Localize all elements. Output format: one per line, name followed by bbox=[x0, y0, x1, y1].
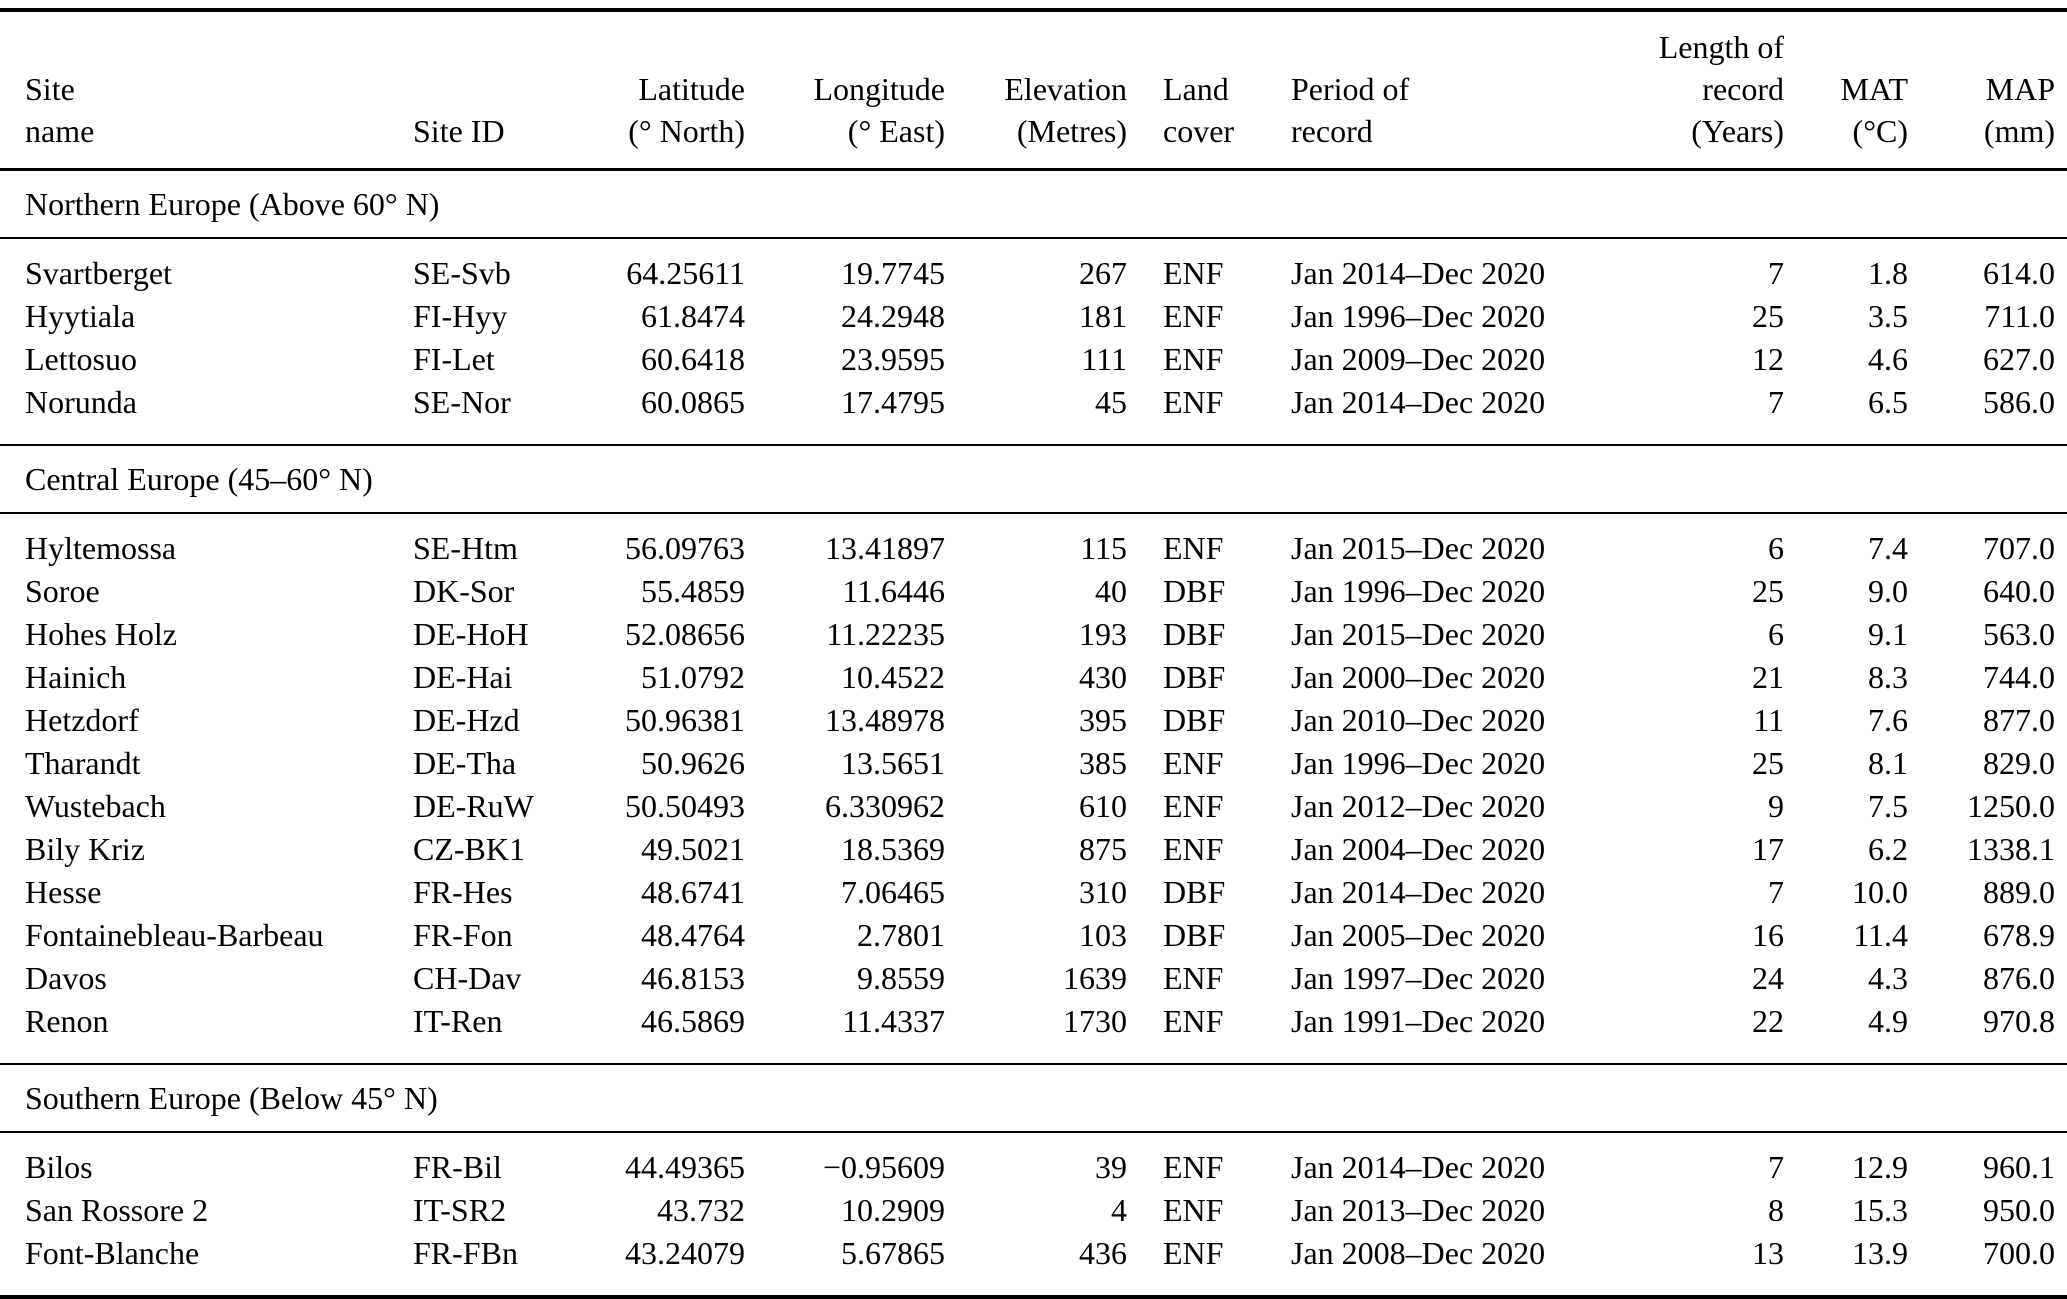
column-header-line: Length of bbox=[1658, 29, 1784, 65]
cell-land-cover: ENF bbox=[1163, 960, 1224, 996]
cell-land-cover: ENF bbox=[1163, 1192, 1224, 1228]
cell-site-id: DE-Hzd bbox=[413, 702, 520, 738]
cell-period-of-record: Jan 2004–Dec 2020 bbox=[1291, 831, 1546, 867]
section-header-row bbox=[0, 1064, 2067, 1132]
cell-map: 563.0 bbox=[1983, 616, 2055, 652]
column-header-line: name bbox=[25, 113, 95, 149]
table-row bbox=[0, 957, 2067, 1000]
cell-site-name: Lettosuo bbox=[25, 341, 137, 377]
cell-elevation: 875 bbox=[1079, 831, 1127, 867]
column-header-length-of-record bbox=[1640, 10, 1784, 170]
cell-period-of-record: Jan 1997–Dec 2020 bbox=[1291, 960, 1546, 996]
cell-latitude: 48.6741 bbox=[641, 874, 745, 910]
table-row bbox=[0, 338, 2067, 381]
cell-longitude: 11.4337 bbox=[842, 1003, 945, 1039]
cell-latitude: 56.09763 bbox=[625, 530, 745, 566]
cell-elevation: 4 bbox=[1111, 1192, 1127, 1228]
cell-length-of-record: 13 bbox=[1752, 1235, 1784, 1271]
cell-map: 876.0 bbox=[1983, 960, 2055, 996]
cell-site-name: Renon bbox=[25, 1003, 109, 1039]
cell-site-id: DE-RuW bbox=[413, 788, 534, 824]
cell-land-cover: ENF bbox=[1163, 1149, 1224, 1185]
cell-elevation: 45 bbox=[1095, 384, 1127, 420]
column-header-elevation bbox=[945, 10, 1127, 170]
cell-site-name: Font-Blanche bbox=[25, 1235, 200, 1271]
cell-latitude: 46.5869 bbox=[641, 1003, 745, 1039]
cell-site-name: Hohes Holz bbox=[25, 616, 177, 652]
cell-site-id: FI-Let bbox=[413, 341, 495, 377]
cell-site-id: DE-Hai bbox=[413, 659, 513, 695]
cell-length-of-record: 7 bbox=[1768, 384, 1784, 420]
column-header-site-id bbox=[413, 10, 580, 170]
cell-map: 627.0 bbox=[1983, 341, 2055, 377]
cell-site-id: FR-Bil bbox=[413, 1149, 502, 1185]
cell-latitude: 51.0792 bbox=[641, 659, 745, 695]
table-row bbox=[0, 785, 2067, 828]
cell-map: 877.0 bbox=[1983, 702, 2055, 738]
cell-length-of-record: 7 bbox=[1768, 874, 1784, 910]
cell-latitude: 60.6418 bbox=[641, 341, 745, 377]
cell-latitude: 46.8153 bbox=[641, 960, 745, 996]
cell-period-of-record: Jan 2013–Dec 2020 bbox=[1291, 1192, 1546, 1228]
cell-latitude: 44.49365 bbox=[625, 1149, 745, 1185]
table-row bbox=[0, 570, 2067, 613]
cell-period-of-record: Jan 1996–Dec 2020 bbox=[1291, 745, 1546, 781]
cell-length-of-record: 16 bbox=[1752, 917, 1784, 953]
cell-length-of-record: 25 bbox=[1752, 745, 1784, 781]
cell-site-name: Tharandt bbox=[25, 745, 141, 781]
table-row bbox=[0, 828, 2067, 871]
cell-mat: 6.2 bbox=[1868, 831, 1908, 867]
cell-longitude: 19.7745 bbox=[841, 255, 945, 291]
cell-elevation: 193 bbox=[1079, 616, 1127, 652]
cell-site-name: Bily Kriz bbox=[25, 831, 145, 867]
cell-elevation: 1730 bbox=[1063, 1003, 1127, 1039]
cell-longitude: −0.95609 bbox=[822, 1149, 945, 1185]
cell-length-of-record: 21 bbox=[1752, 659, 1784, 695]
section-header-label: Northern Europe (Above 60° N) bbox=[0, 170, 2067, 239]
cell-map: 707.0 bbox=[1983, 530, 2055, 566]
cell-site-id: DE-Tha bbox=[413, 745, 517, 781]
cell-longitude: 11.22235 bbox=[826, 616, 945, 652]
cell-period-of-record: Jan 2014–Dec 2020 bbox=[1291, 1149, 1546, 1185]
cell-site-id: IT-SR2 bbox=[413, 1192, 507, 1228]
cell-land-cover: DBF bbox=[1163, 874, 1226, 910]
table-row bbox=[0, 1132, 2067, 1189]
cell-map: 829.0 bbox=[1983, 745, 2055, 781]
cell-map: 700.0 bbox=[1983, 1235, 2055, 1271]
column-header-line: Longitude bbox=[813, 71, 945, 107]
cell-length-of-record: 6 bbox=[1768, 530, 1784, 566]
cell-elevation: 103 bbox=[1079, 917, 1127, 953]
cell-length-of-record: 25 bbox=[1752, 573, 1784, 609]
cell-land-cover: ENF bbox=[1163, 788, 1224, 824]
cell-mat: 9.1 bbox=[1868, 616, 1908, 652]
cell-map: 1338.1 bbox=[1967, 831, 2055, 867]
cell-mat: 4.6 bbox=[1868, 341, 1908, 377]
cell-longitude: 7.06465 bbox=[841, 874, 945, 910]
table-section bbox=[0, 445, 2067, 1064]
cell-elevation: 610 bbox=[1079, 788, 1127, 824]
cell-map: 889.0 bbox=[1983, 874, 2055, 910]
cell-latitude: 43.24079 bbox=[625, 1235, 745, 1271]
cell-period-of-record: Jan 2015–Dec 2020 bbox=[1291, 530, 1546, 566]
cell-longitude: 13.41897 bbox=[825, 530, 945, 566]
cell-mat: 8.1 bbox=[1868, 745, 1908, 781]
cell-land-cover: ENF bbox=[1163, 1003, 1224, 1039]
cell-elevation: 111 bbox=[1081, 341, 1127, 377]
cell-longitude: 23.9595 bbox=[841, 341, 945, 377]
cell-latitude: 49.5021 bbox=[641, 831, 745, 867]
cell-longitude: 24.2948 bbox=[841, 298, 945, 334]
cell-period-of-record: Jan 2008–Dec 2020 bbox=[1291, 1235, 1546, 1271]
cell-longitude: 13.48978 bbox=[825, 702, 945, 738]
cell-longitude: 6.330962 bbox=[825, 788, 945, 824]
cell-length-of-record: 12 bbox=[1752, 341, 1784, 377]
cell-map: 711.0 bbox=[1984, 298, 2055, 334]
cell-land-cover: DBF bbox=[1163, 659, 1226, 695]
table-row bbox=[0, 613, 2067, 656]
cell-period-of-record: Jan 1991–Dec 2020 bbox=[1291, 1003, 1546, 1039]
cell-map: 614.0 bbox=[1983, 255, 2055, 291]
cell-mat: 1.8 bbox=[1868, 255, 1908, 291]
cell-length-of-record: 25 bbox=[1752, 298, 1784, 334]
cell-longitude: 13.5651 bbox=[841, 745, 945, 781]
column-header-map bbox=[1908, 10, 2067, 170]
cell-site-name: Hyltemossa bbox=[25, 530, 177, 566]
cell-elevation: 395 bbox=[1079, 702, 1127, 738]
cell-site-name: Wustebach bbox=[25, 788, 166, 824]
cell-land-cover: DBF bbox=[1163, 616, 1226, 652]
cell-mat: 4.9 bbox=[1868, 1003, 1908, 1039]
cell-mat: 7.5 bbox=[1868, 788, 1908, 824]
cell-period-of-record: Jan 2014–Dec 2020 bbox=[1291, 255, 1546, 291]
column-header-line: cover bbox=[1163, 113, 1235, 149]
cell-mat: 3.5 bbox=[1868, 298, 1908, 334]
cell-land-cover: ENF bbox=[1163, 255, 1224, 291]
table-row bbox=[0, 238, 2067, 295]
column-header-line: MAP bbox=[1985, 71, 2055, 107]
section-header-label: Central Europe (45–60° N) bbox=[0, 445, 2067, 513]
table-header bbox=[0, 10, 2067, 170]
column-header-line: record bbox=[1702, 71, 1784, 107]
cell-mat: 7.6 bbox=[1868, 702, 1908, 738]
column-header-line: (° East) bbox=[847, 113, 945, 149]
column-header-line: MAT bbox=[1840, 71, 1908, 107]
section-header-label: Southern Europe (Below 45° N) bbox=[0, 1064, 2067, 1132]
cell-site-name: Hetzdorf bbox=[25, 702, 139, 738]
cell-latitude: 43.732 bbox=[657, 1192, 745, 1228]
cell-latitude: 50.50493 bbox=[625, 788, 745, 824]
cell-site-id: SE-Htm bbox=[413, 530, 518, 566]
cell-length-of-record: 22 bbox=[1752, 1003, 1784, 1039]
column-header-period-of-record bbox=[1285, 10, 1640, 170]
cell-length-of-record: 24 bbox=[1752, 960, 1784, 996]
cell-length-of-record: 17 bbox=[1752, 831, 1784, 867]
cell-length-of-record: 6 bbox=[1768, 616, 1784, 652]
cell-site-id: IT-Ren bbox=[413, 1003, 503, 1039]
cell-period-of-record: Jan 1996–Dec 2020 bbox=[1291, 573, 1546, 609]
cell-length-of-record: 7 bbox=[1768, 255, 1784, 291]
cell-map: 1250.0 bbox=[1967, 788, 2055, 824]
cell-elevation: 310 bbox=[1079, 874, 1127, 910]
table-row bbox=[0, 871, 2067, 914]
cell-elevation: 181 bbox=[1079, 298, 1127, 334]
cell-longitude: 2.7801 bbox=[857, 917, 945, 953]
cell-latitude: 55.4859 bbox=[641, 573, 745, 609]
column-header-site-name bbox=[0, 10, 413, 170]
cell-period-of-record: Jan 2009–Dec 2020 bbox=[1291, 341, 1546, 377]
cell-period-of-record: Jan 1996–Dec 2020 bbox=[1291, 298, 1546, 334]
cell-site-id: FR-FBn bbox=[413, 1235, 518, 1271]
cell-latitude: 64.25611 bbox=[626, 255, 745, 291]
cell-mat: 7.4 bbox=[1868, 530, 1908, 566]
cell-mat: 8.3 bbox=[1868, 659, 1908, 695]
cell-mat: 12.9 bbox=[1852, 1149, 1908, 1185]
cell-longitude: 18.5369 bbox=[841, 831, 945, 867]
cell-mat: 13.9 bbox=[1852, 1235, 1908, 1271]
table-row bbox=[0, 295, 2067, 338]
cell-site-id: SE-Svb bbox=[413, 255, 511, 291]
cell-land-cover: ENF bbox=[1163, 745, 1224, 781]
cell-land-cover: ENF bbox=[1163, 831, 1224, 867]
cell-length-of-record: 11 bbox=[1753, 702, 1784, 738]
table-row bbox=[0, 513, 2067, 570]
table-row bbox=[0, 914, 2067, 957]
cell-site-name: Fontainebleau-Barbeau bbox=[25, 917, 324, 953]
cell-length-of-record: 7 bbox=[1768, 1149, 1784, 1185]
column-header-line: Site bbox=[25, 71, 75, 107]
cell-latitude: 50.96381 bbox=[625, 702, 745, 738]
cell-elevation: 385 bbox=[1079, 745, 1127, 781]
cell-latitude: 60.0865 bbox=[641, 384, 745, 420]
cell-land-cover: DBF bbox=[1163, 917, 1226, 953]
cell-site-name: Norunda bbox=[25, 384, 137, 420]
cell-mat: 4.3 bbox=[1868, 960, 1908, 996]
column-header-line: Land bbox=[1163, 71, 1229, 107]
site-characteristics-table bbox=[0, 8, 2067, 1299]
cell-map: 678.9 bbox=[1983, 917, 2055, 953]
cell-land-cover: ENF bbox=[1163, 1235, 1224, 1271]
cell-period-of-record: Jan 2010–Dec 2020 bbox=[1291, 702, 1546, 738]
cell-site-name: San Rossore 2 bbox=[25, 1192, 209, 1228]
section-header-row bbox=[0, 170, 2067, 239]
data-table bbox=[0, 8, 2067, 1299]
cell-mat: 6.5 bbox=[1868, 384, 1908, 420]
cell-site-name: Soroe bbox=[25, 573, 100, 609]
table-row bbox=[0, 742, 2067, 785]
table-row bbox=[0, 699, 2067, 742]
table-section bbox=[0, 170, 2067, 446]
cell-mat: 15.3 bbox=[1852, 1192, 1908, 1228]
cell-latitude: 48.4764 bbox=[641, 917, 745, 953]
cell-site-id: CH-Dav bbox=[413, 960, 522, 996]
cell-period-of-record: Jan 2014–Dec 2020 bbox=[1291, 384, 1546, 420]
cell-longitude: 5.67865 bbox=[841, 1235, 945, 1271]
cell-elevation: 267 bbox=[1079, 255, 1127, 291]
cell-site-id: FR-Hes bbox=[413, 874, 513, 910]
cell-land-cover: ENF bbox=[1163, 341, 1224, 377]
table-row bbox=[0, 381, 2067, 445]
table-row bbox=[0, 1189, 2067, 1232]
cell-site-id: FR-Fon bbox=[413, 917, 513, 953]
table-row bbox=[0, 1000, 2067, 1064]
column-header-longitude bbox=[745, 10, 945, 170]
cell-latitude: 52.08656 bbox=[625, 616, 745, 652]
column-header-mat bbox=[1784, 10, 1908, 170]
column-header-line: (mm) bbox=[1983, 113, 2055, 149]
column-header-line: (Metres) bbox=[1016, 113, 1127, 149]
cell-land-cover: DBF bbox=[1163, 702, 1226, 738]
cell-latitude: 61.8474 bbox=[641, 298, 745, 334]
cell-longitude: 17.4795 bbox=[841, 384, 945, 420]
column-header-latitude bbox=[580, 10, 745, 170]
cell-site-name: Hyytiala bbox=[25, 298, 136, 334]
cell-period-of-record: Jan 2015–Dec 2020 bbox=[1291, 616, 1546, 652]
cell-length-of-record: 9 bbox=[1768, 788, 1784, 824]
cell-site-name: Bilos bbox=[25, 1149, 93, 1185]
cell-land-cover: ENF bbox=[1163, 530, 1224, 566]
cell-site-id: SE-Nor bbox=[413, 384, 511, 420]
table-row bbox=[0, 1232, 2067, 1297]
cell-period-of-record: Jan 2014–Dec 2020 bbox=[1291, 874, 1546, 910]
cell-longitude: 10.4522 bbox=[841, 659, 945, 695]
column-header-line: Period of bbox=[1291, 71, 1410, 107]
cell-longitude: 10.2909 bbox=[841, 1192, 945, 1228]
column-header-line: record bbox=[1291, 113, 1373, 149]
cell-period-of-record: Jan 2005–Dec 2020 bbox=[1291, 917, 1546, 953]
column-header-line: (° North) bbox=[628, 113, 745, 149]
cell-mat: 9.0 bbox=[1868, 573, 1908, 609]
cell-period-of-record: Jan 2012–Dec 2020 bbox=[1291, 788, 1546, 824]
table-section bbox=[0, 1064, 2067, 1297]
cell-site-name: Davos bbox=[25, 960, 107, 996]
cell-site-id: DK-Sor bbox=[413, 573, 515, 609]
cell-site-id: CZ-BK1 bbox=[413, 831, 525, 867]
cell-land-cover: ENF bbox=[1163, 384, 1224, 420]
cell-site-name: Hesse bbox=[25, 874, 102, 910]
cell-site-id: DE-HoH bbox=[413, 616, 529, 652]
cell-latitude: 50.9626 bbox=[641, 745, 745, 781]
cell-mat: 11.4 bbox=[1853, 917, 1908, 953]
section-header-row bbox=[0, 445, 2067, 513]
cell-site-name: Svartberget bbox=[25, 255, 172, 291]
column-header-line: (Years) bbox=[1691, 113, 1784, 149]
cell-elevation: 39 bbox=[1095, 1149, 1127, 1185]
cell-map: 586.0 bbox=[1983, 384, 2055, 420]
cell-elevation: 40 bbox=[1095, 573, 1127, 609]
column-header-land-cover bbox=[1127, 10, 1285, 170]
cell-site-id: FI-Hyy bbox=[413, 298, 508, 334]
cell-period-of-record: Jan 2000–Dec 2020 bbox=[1291, 659, 1546, 695]
cell-elevation: 430 bbox=[1079, 659, 1127, 695]
cell-elevation: 436 bbox=[1079, 1235, 1127, 1271]
cell-land-cover: DBF bbox=[1163, 573, 1226, 609]
table-row bbox=[0, 656, 2067, 699]
cell-length-of-record: 8 bbox=[1768, 1192, 1784, 1228]
cell-map: 970.8 bbox=[1983, 1003, 2055, 1039]
column-header-line: Site ID bbox=[413, 113, 505, 149]
cell-map: 950.0 bbox=[1983, 1192, 2055, 1228]
column-header-line: (°C) bbox=[1852, 113, 1908, 149]
cell-map: 960.1 bbox=[1983, 1149, 2055, 1185]
header-row bbox=[0, 10, 2067, 170]
column-header-line: Latitude bbox=[638, 71, 745, 107]
cell-longitude: 9.8559 bbox=[857, 960, 945, 996]
cell-longitude: 11.6446 bbox=[842, 573, 945, 609]
cell-land-cover: ENF bbox=[1163, 298, 1224, 334]
cell-elevation: 1639 bbox=[1063, 960, 1127, 996]
cell-elevation: 115 bbox=[1080, 530, 1127, 566]
cell-site-name: Hainich bbox=[25, 659, 127, 695]
cell-map: 640.0 bbox=[1983, 573, 2055, 609]
column-header-line: Elevation bbox=[1004, 71, 1127, 107]
cell-map: 744.0 bbox=[1983, 659, 2055, 695]
cell-mat: 10.0 bbox=[1852, 874, 1908, 910]
